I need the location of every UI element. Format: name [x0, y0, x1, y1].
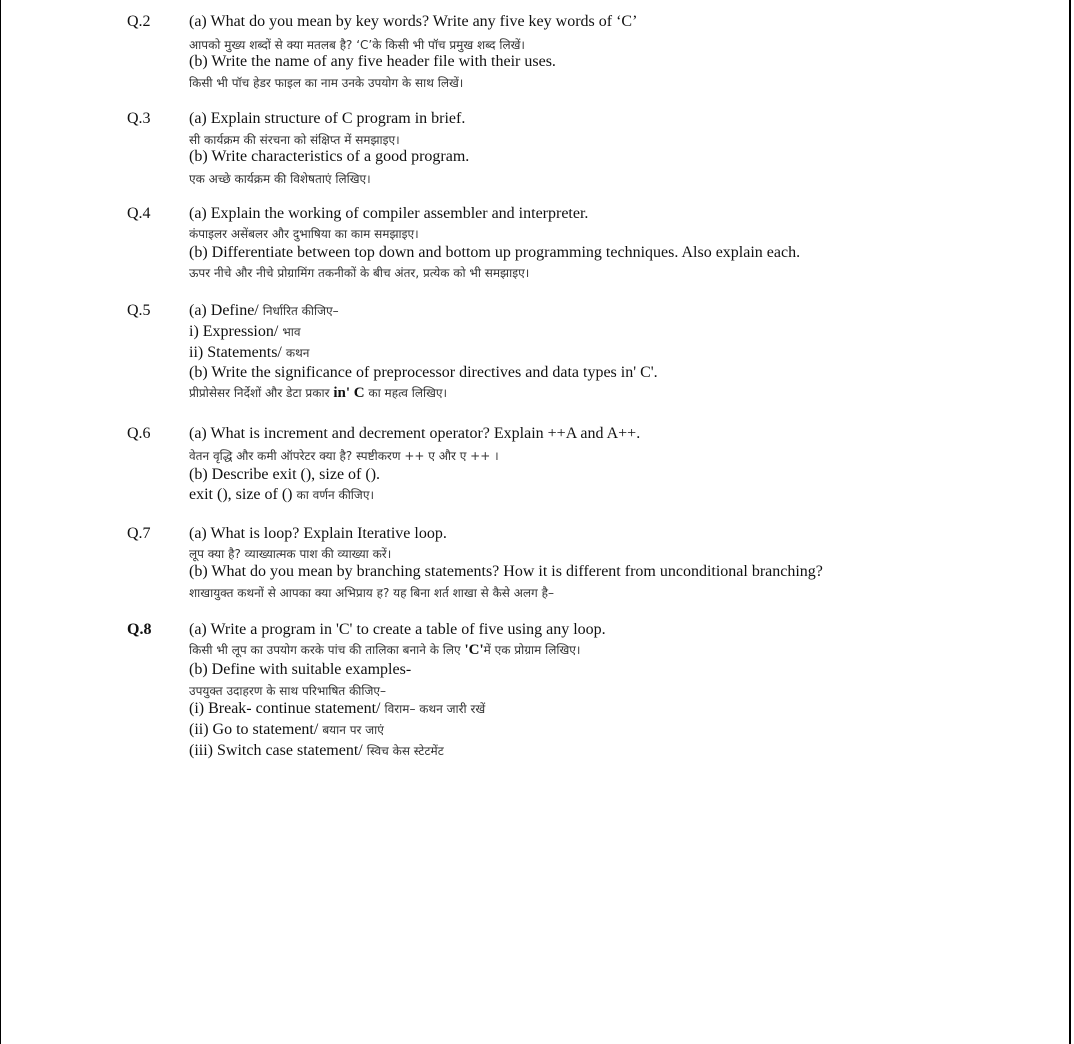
- question-number: Q.2: [127, 13, 151, 30]
- question-line: (b) Differentiate between top down and bottom up programming techniques. Also explain each.: [189, 244, 801, 261]
- question-line-hindi: लूप क्या है? व्याख्यात्मक पाश की व्याख्या करें।: [189, 547, 392, 561]
- line-english: exit (), size of (): [189, 486, 297, 503]
- question-line: [189, 302, 339, 320]
- line-hindi: किसी भी लूप का उपयोग करके पांच की तालिका बनाने के लिए: [189, 643, 465, 657]
- question-line: (b) Write the name of any five header file with their uses.: [189, 53, 556, 70]
- line-hindi: में एक प्रोग्राम लिखिए।: [483, 643, 581, 657]
- question-line: [189, 384, 447, 402]
- question-line: [189, 344, 309, 362]
- line-english: (ii) Go to statement/: [189, 721, 323, 738]
- question-line: (b) Define with suitable examples-: [189, 661, 412, 678]
- question-number: Q.5: [127, 302, 151, 319]
- line-english: ii) Statements/: [189, 344, 286, 361]
- question-number: Q.3: [127, 110, 151, 127]
- line-english: (i) Break- continue statement/: [189, 700, 385, 717]
- line-hindi: निर्धारित कीजिए–: [262, 304, 339, 318]
- question-line: [189, 721, 384, 739]
- question-line-hindi: उपयुक्त उदाहरण के साथ परिभाषित कीजिए–: [189, 684, 387, 698]
- question-line: (a) What is loop? Explain Iterative loop.: [189, 525, 447, 542]
- question-line-hindi: कंपाइलर असेंबलर और दुभाषिया का काम समझाइए।: [189, 227, 419, 241]
- question-line: (a) What is increment and decrement operator? Explain ++A and A++.: [189, 425, 641, 442]
- line-hindi: स्विच केस स्टेटमेंट: [366, 744, 444, 758]
- page-right-border: [1069, 0, 1071, 1044]
- question-line: [189, 700, 485, 718]
- question-number: Q.8: [127, 621, 152, 638]
- question-line: (a) Explain the working of compiler assembler and interpreter.: [189, 205, 589, 222]
- line-hindi: भाव: [282, 325, 301, 339]
- page-left-border: [0, 0, 1, 1044]
- line-hindi: बयान पर जाएं: [322, 723, 384, 737]
- question-line-hindi: ऊपर नीचे और नीचे प्रोग्रामिंग तकनीकों के बीच अंतर, प्रत्येक को भी समझाइए।: [189, 266, 530, 280]
- question-line: [189, 323, 301, 341]
- question-line: (b) Write the significance of preprocessor directives and data types in' C'.: [189, 364, 658, 381]
- line-hindi: का वर्णन कीजिए।: [296, 488, 374, 502]
- line-hindi: कथन: [285, 346, 310, 360]
- question-line-hindi: किसी भी पॉच हेडर फाइल का नाम उनके उपयोग के साथ लिखें।: [189, 76, 464, 90]
- question-line: (a) Write a program in 'C' to create a table of five using any loop.: [189, 621, 606, 638]
- line-hindi: प्रीप्रोसेसर निर्देशों और डेटा प्रकार: [189, 386, 334, 400]
- line-hindi: का महत्व लिखिए।: [364, 386, 448, 400]
- question-line-hindi: वेतन वृद्धि और कमी ऑपरेटर क्या है? स्पष्टीकरण ++ ए और ए ++ ।: [189, 449, 499, 463]
- question-line-hindi: सी कार्यक्रम की संरचना को संक्षिप्त में समझाइए।: [189, 133, 400, 147]
- question-line: (b) Describe exit (), size of ().: [189, 466, 381, 483]
- question-line: (b) Write characteristics of a good program.: [189, 148, 470, 165]
- question-line: [189, 486, 374, 504]
- line-english: (iii) Switch case statement/: [189, 742, 367, 759]
- question-line: (a) What do you mean by key words? Write any five key words of ‘C’: [189, 13, 638, 30]
- question-number: Q.4: [127, 205, 151, 222]
- line-english: (a) Define/: [189, 302, 263, 319]
- line-english: in' C: [333, 385, 365, 401]
- question-number: Q.7: [127, 525, 151, 542]
- question-line: (a) Explain structure of C program in brief.: [189, 110, 466, 127]
- question-line: (b) What do you mean by branching statements? How it is different from unconditional branching?: [189, 563, 823, 580]
- question-line-hindi: एक अच्छे कार्यक्रम की विशेषताएं लिखिए।: [189, 172, 371, 186]
- question-line: [189, 641, 580, 659]
- question-line: [189, 742, 444, 760]
- line-english: 'C': [464, 642, 484, 658]
- line-english: i) Expression/: [189, 323, 283, 340]
- question-line-hindi: शाखायुक्त कथनों से आपका क्या अभिप्राय ह? यह बिना शर्त शाखा से कैसे अलग है–: [189, 586, 554, 600]
- question-number: Q.6: [127, 425, 151, 442]
- line-hindi: विराम– कथन जारी रखें: [384, 702, 486, 716]
- question-line-hindi: आपको मुख्य शब्दों से क्या मतलब है? ‘C’के किसी भी पॉच प्रमुख शब्द लिखें।: [189, 38, 525, 52]
